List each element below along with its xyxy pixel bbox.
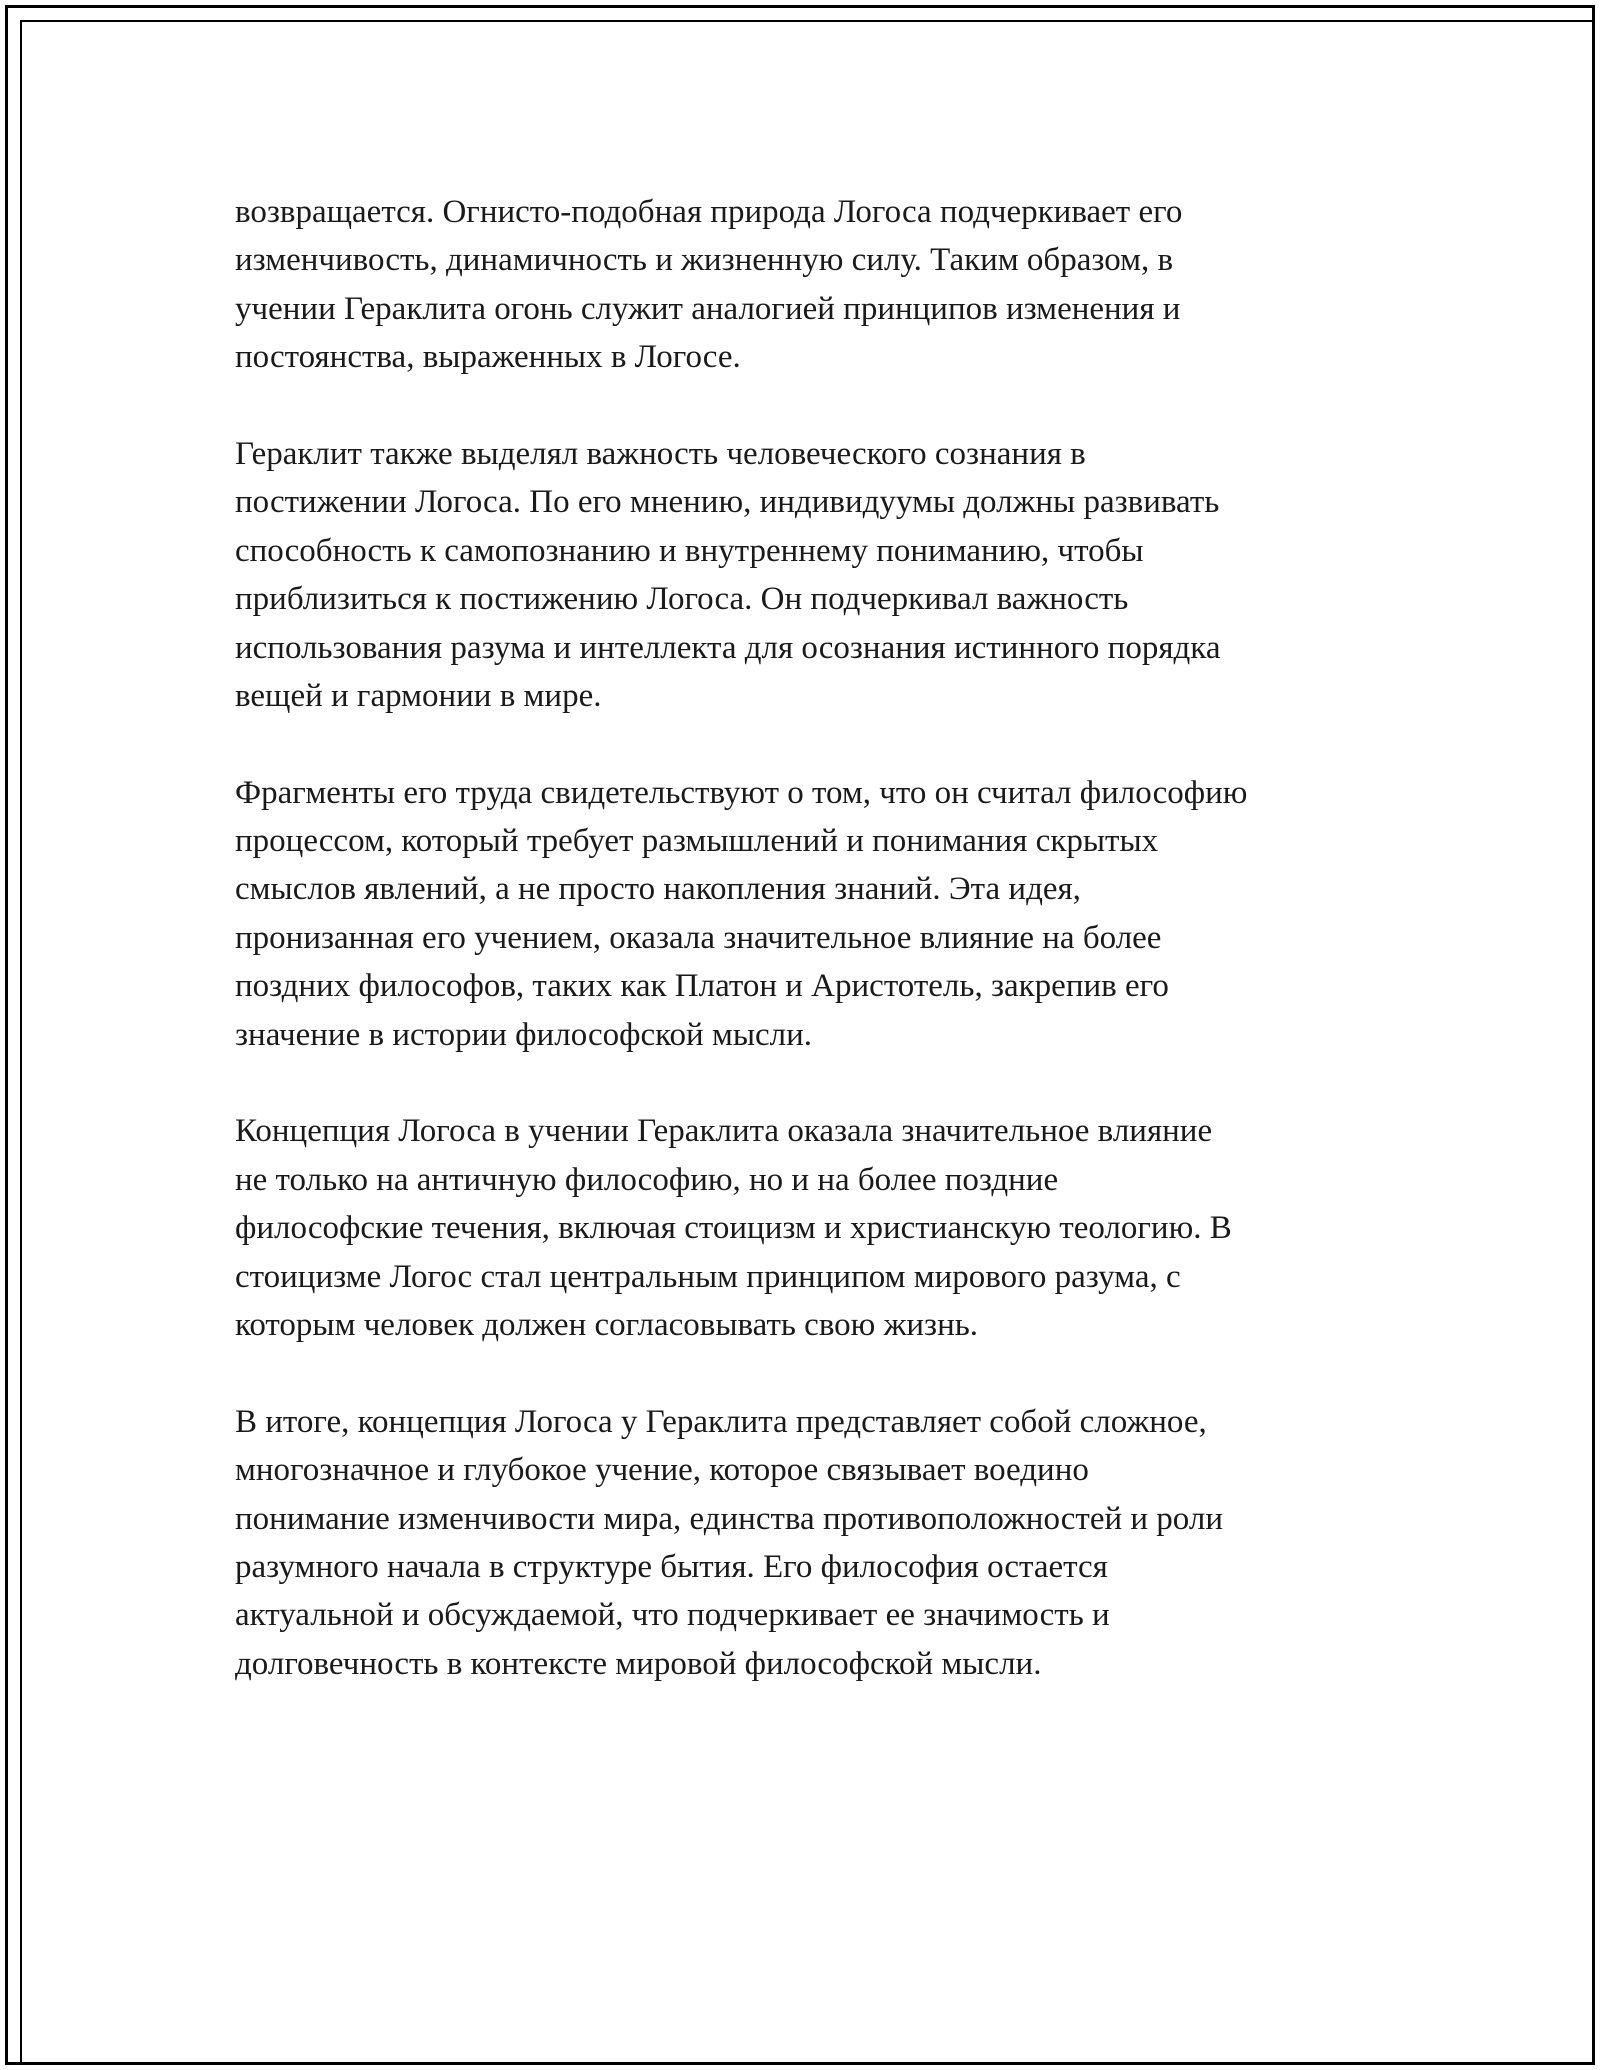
text-line: которым человек должен согласовывать свою жизнь. — [235, 1306, 979, 1343]
paragraph-spacer — [235, 720, 1415, 768]
text-line: пронизанная его учением, оказала значительное влияние на более — [235, 919, 1162, 956]
paragraph-spacer — [235, 382, 1415, 430]
text-line: Фрагменты его труда свидетельствуют о том, что он считал философию — [235, 774, 1248, 811]
text-line: не только на античную философию, но и на более поздние — [235, 1161, 1059, 1198]
paragraph — [235, 188, 1415, 382]
text-line: разумного начала в структуре бытия. Его философия остается — [235, 1548, 1108, 1585]
text-line: способность к самопознанию и внутреннему пониманию, чтобы — [235, 532, 1144, 569]
text-line: В итоге, концепция Логоса у Гераклита представляет собой сложное, — [235, 1403, 1207, 1440]
text-line: значение в истории философской мысли. — [235, 1016, 813, 1053]
text-line: понимание изменчивости мира, единства противоположностей и роли — [235, 1500, 1224, 1537]
paragraph — [235, 769, 1415, 1059]
paragraph — [235, 1398, 1415, 1688]
text-line: постоянства, выраженных в Логосе. — [235, 339, 741, 376]
text-line: философские течения, включая стоицизм и христианскую теологию. В — [235, 1210, 1232, 1247]
paragraph — [235, 430, 1415, 720]
text-line: долговечность в контексте мировой философской мысли. — [235, 1645, 1042, 1682]
paragraph — [235, 1107, 1415, 1349]
text-line: вещей и гармонии в мире. — [235, 677, 602, 714]
text-line: процессом, который требует размышлений и понимания скрытых — [235, 823, 1159, 860]
text-line: возвращается. Огнисто-подобная природа Логоса подчеркивает его — [235, 194, 1183, 230]
text-line: учении Гераклита огонь служит аналогией принципов изменения и — [235, 290, 1181, 327]
text-line: использования разума и интеллекта для осознания истинного порядка — [235, 629, 1221, 666]
text-line: приблизиться к постижению Логоса. Он подчеркивал важность — [235, 581, 1129, 618]
text-line: актуальной и обсуждаемой, что подчеркивает ее значимость и — [235, 1597, 1110, 1634]
text-line: многозначное и глубокое учение, которое связывает воедино — [235, 1452, 1089, 1489]
text-line: изменчивость, динамичность и жизненную силу. Таким образом, в — [235, 242, 1174, 279]
text-line: стоицизме Логос стал центральным принципом мирового разума, с — [235, 1258, 1181, 1295]
text-line: смыслов явлений, а не просто накопления знаний. Эта идея, — [235, 871, 1081, 908]
text-line: Концепция Логоса в учении Гераклита оказала значительное влияние — [235, 1113, 1213, 1150]
text-line: Гераклит также выделял важность человеческого сознания в — [235, 435, 1086, 472]
document-body — [235, 188, 1415, 1688]
paragraph-spacer — [235, 1059, 1415, 1107]
text-line: постижении Логоса. По его мнению, индивидуумы должны развивать — [235, 484, 1220, 521]
text-line: поздних философов, таких как Платон и Аристотель, закрепив его — [235, 968, 1169, 1005]
paragraph-spacer — [235, 1349, 1415, 1397]
